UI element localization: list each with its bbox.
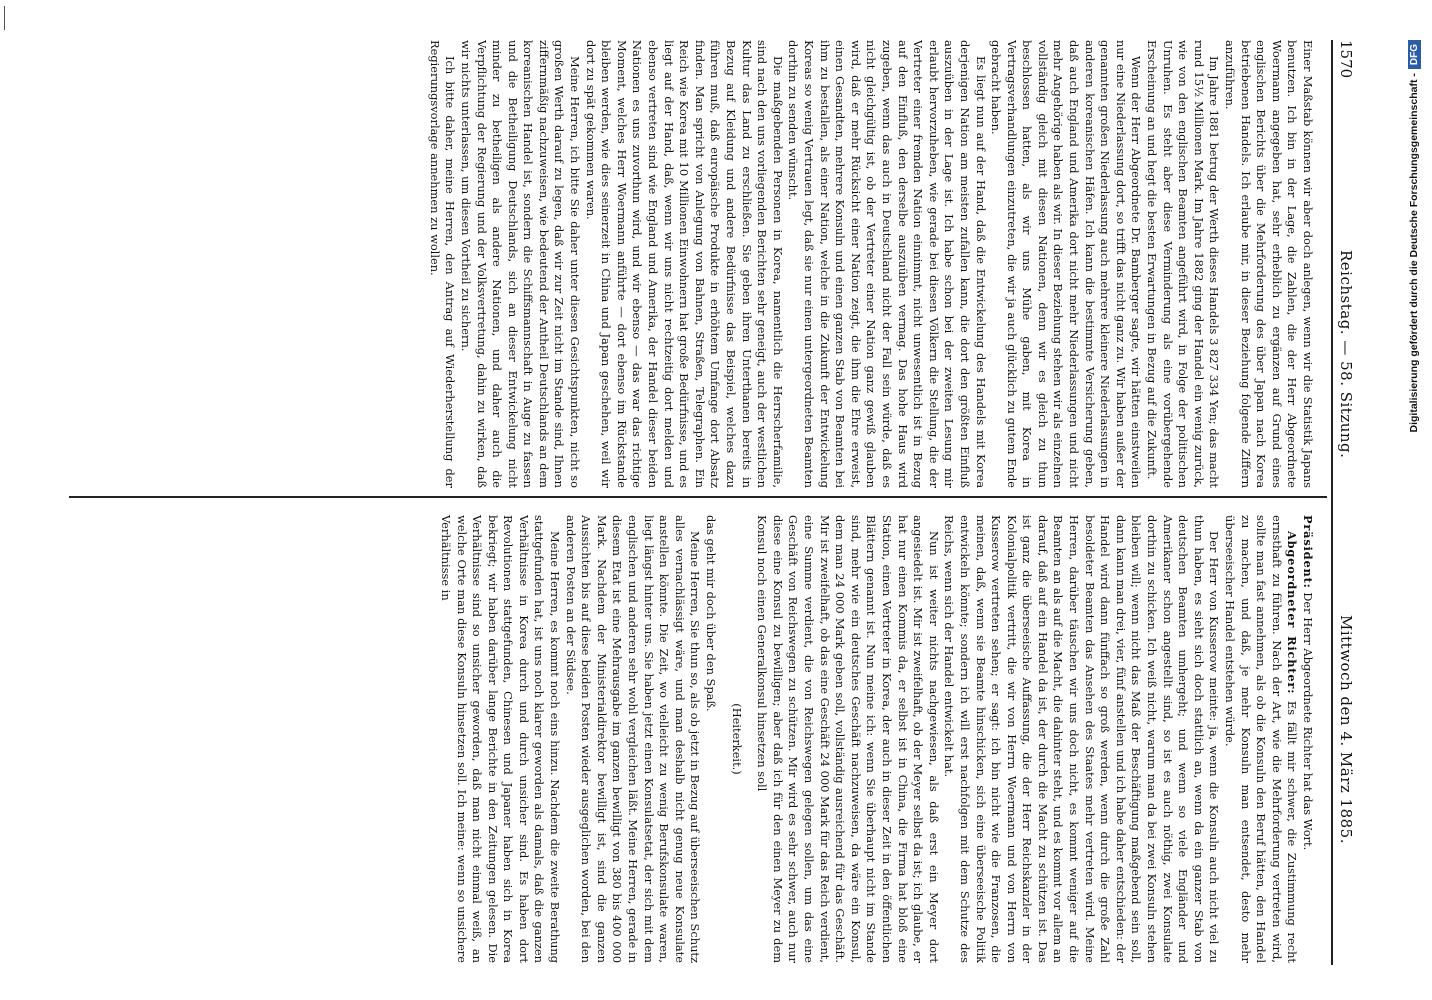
paragraph: Es fällt mir schwer, die Zustimmung recht ernsthaft zu führen. Nach der Art, wie die Mehrforderung vertreten wird, sollte man fast annehmen, als ob die Konsuln den Beruf hätten, den Handel zu machen, und daß, je mehr Konsuln man entsendet, desto mehr überseeischer Handel entstehen würde.: [1223, 515, 1300, 963]
paragraph: Einer Maßstab können wir aber doch anlegen, wenn wir die Statistik Japans benutzen. Ich bin in der Lage, die Zahlen, die der Herr Abgeordnete Woermann angegeben hat, sehr erheblich zu ergänzen auf Grund eines englischen Berichts über die Mehrforderung des über Japan nach Korea betriebenen Handels. Ich erlaube mir, in dieser Beziehung folgende Ziffern anzuführen.: [1223, 40, 1315, 488]
paragraph: Meine Herren, Sie thun so, als ob jetzt in Bezug auf überseeischen Schutz alles vernachlässigt wäre, und man deshalb nicht genug neue Konsulate anstellen könnte. Die Zeit, wo vielleicht zu wenig Berufskonsulate waren, liegt längst hinter uns. Sie haben jetzt einen Konsulatsetat, der sich mit dem englischen und anderen sehr wohl vergleichen läßt. Meine Herren, gerade in diesem Etat ist eine Mehrausgabe im ganzen bewilligt von 380 bis 400 000 Mark. Nachdem der Ministerialdirektor bewilligt ist, sind die ganzen Aussichten bis auf diese beiden Posten wieder ausgeglichen worden, bei den anderen Posten an der Südsee.: [563, 515, 703, 963]
paragraph: Wenn der Herr Abgeordnete Dr. Bamberger sagte, wir hätten einstweilen nur eine Niederlassung dort, so trifft das nicht ganz zu. Wir haben außer der genannten großen Niederlassung auch mehrere kleinere Niederlassungen in anderen koreanischen Häfen. Ich kann die bestimmte Versicherung geben, daß auch England und Amerika dort nicht mehr Niederlassungen und nicht mehr Angehörige haben als wir. In dieser Beziehung stehen wir als einzelnen vollständig gleich mit diesen Nationen, denn wir es gleich zu thun beschlossen hatten, als wir uns Mühe gaben, mit Korea in Vertragsverhandlungen einzutreten, die wir ja auch glücklich zu gutem Ende gebracht haben.: [989, 40, 1144, 488]
column-divider: [69, 496, 1327, 498]
paragraph: Im Jahre 1881 betrug der Werth dieses Handels 3 827 334 Yen; das macht rund 15½ Millionen Mark. Im Jahre 1882 ging der Handel ein wenig zurück, wie von den englischen Beamten angeführt wird, in Folge der politischen Unruhen. Es steht aber diese Verminderung als eine vorübergehende Erscheinung an und hegt die besten Erwartungen in Bezug auf die Zukunft.: [1145, 40, 1222, 488]
president-line: [1299, 515, 1315, 963]
president-label: Präsident:: [1301, 515, 1315, 589]
page-header: [1317, 40, 1377, 965]
paragraph: Meine Herren, ich bitte Sie daher unter diesen Gesichtspunkten, nicht so großen Werth darauf zu legen, daß wir zur Zeit nicht im Stande sind, Ihnen ziffernmäßig nachzuweisen, wie bedeutend der Antheil Deutschlands an dem koreanischen Handel ist, sondern die Schiffsmannschaft in Auge zu fassen und die Betheiligung Deutschlands, sich an dieser Entwickelung nicht minder zu betheiligen als andere Nationen, und daher auch die Verpflichtung der Regierung und der Volksvertretung, dahin zu wirken, daß wir nichts unterlassen, um diesen Vortheil zu sichern.: [458, 40, 583, 488]
president-text: Der Herr Abgeordnete Richter hat das Wort.: [1301, 592, 1315, 851]
paragraph: Meine Herren, es kommt noch eins hinzu. Nachdem die zweite Berathung stattgefunden hat, ist uns noch klarer geworden als damals, daß die ganzen Verhältnisse in Korea durch und durch unsicher sind. Es haben dort Revolutionen stattgefunden, Chinesen und Japaner haben sich in Korea bekriegt; wir haben darüber lange Berichte in den Zeitungen gelesen. Die Verhältnisse sind so unsicher geworden, daß man nicht einmal weiß, an welche Orte man diese Konsuln hinsetzen soll. Ich meine: wenn so unsichere Verhältnisse in: [438, 515, 563, 963]
paragraph: Nun ist weiter nichts nachgewiesen, als daß erst ein Meyer dort angesiedelt ist. Mir ist zweifelhaft, ob der Meyer selbst da ist; ich glaube, er hat nur einen Kommis da, er selbst ist in China, die Firma hat bloß eine Station, einen Vertreter in Korea, der auch in dieser Zeit in den öffentlichen Blättern genannt ist. Nun meine ich: wenn Sie überhaupt nicht im Stande sind, mehr wie ein deutsches Geschäft nachzuweisen, da wäre ein Konsul, dem man 24 000 Mark geben soll, vollständig ausreichend für das Geschäft. Mir ist zweifelhaft, ob das eine Geschäft 24 000 Mark für das Reich verdient, eine Summe verdient, die von Reichswegen gelegen sollen, um das eine Geschäft von Reichswegen zu schützen. Mir wird es sehr schwer, auch nur diese eine Konsul zu bewilligen; aber daß ich für den einen Meyer zu dem Konsul noch einen Generalkonsul hinsetzen soll: [755, 515, 941, 963]
page-number: 1570: [1337, 40, 1355, 79]
interjection: (Heiterkeit.): [729, 703, 744, 775]
left-column: [65, 40, 1315, 488]
credit-text: Digitalisierung gefördert durch die Deutsche Forschungsgemeinschaft -: [1408, 73, 1420, 433]
speaker-label: Abgeordneter Richter:: [1285, 531, 1300, 695]
paragraph: Ich bitte daher, meine Herren, den Antrag auf Wiederherstellung der Regierungsvorlage annehmen zu wollen.: [427, 40, 458, 488]
scan-edge-mark: [4, 6, 5, 30]
dfg-logo: DFG: [1408, 40, 1421, 69]
session-date: Mittwoch den 4. März 1885.: [1337, 615, 1355, 844]
paragraph: Die maßgebenden Personen in Korea, namentlich die Herrscherfamilie, sind nach den uns vorliegenden Berichten sehr geneigt, auch der westlichen Kultur das Land zu erschließen. Sie geben ihren Unterthanen bereits in Bezug auf Kleidung und andere Bedürfnisse das Beispiel, welches dazu führen muß, daß europäische Produkte in erhöhtem Umfange dort Absatz finden. Man spricht von Anlegung von Bahnen, Straßen, Telegraphen. Ein Reich wie Korea mit 10 Millionen Einwohnern hat große Bedürfnisse, und es liegt auf der Hand, daß, wenn wir uns nicht rechtzeitig dort melden und ebenso vertreten sind wie England und Amerika, der Handel dieser beiden Nationen es uns zuvorthun wird, und wir ebenso — das war das richtige Moment, welches Herr Woermann anführte — dort ebenso im Rückstande bleiben werden, wie dies seinerzeit in China und Japan geschehen, weil wir dort zu spät gekommen waren.: [583, 40, 785, 488]
header-rule: [1331, 40, 1333, 965]
paragraph: Der Herr von Kusserow meinte: ja, wenn die Konsuln auch nicht viel zu thun haben, es sieht sich doch stattlich an, wenn da ein ganzer Stab von deutschen Beamten umhergeht; und wenn so viele Engländer und Amerikaner schon angestellt sind, so ist es auch nöthig, zwei Konsulate dorthin zu schicken. Ich weiß nicht, warum man da bei zwei Konsuln stehen bleiben will; wenn nicht das Maß der Beschäftigung maßgebend sein soll, dann kann man drei, vier, fünf anstellen und ich habe daher entschieden: der Handel wird dann fünffach so groß werden, wenn durch die große Zahl besoldeter Beamten das Ansehen des Staates mehr vertreten wird. Meine Herren, darüber täuschen wir uns doch nicht, es kommt weniger auf die Beamten an als auf die Macht, die dahinter steht, und es kommt vor allem an darauf, daß auf ein Handel da ist, der durch die Macht zu schützen ist. Das ist ganz die überseeische Auffassung, die der Herr Reichskanzler in der Kolonialpolitik vertritt, die wir von Herrn Woermann und von Herrn von Kusserow vertreten sehen; er sagt: ich bin nicht wie die Franzosen, die meinen, daß, wenn sie Beamte hinschicken, sich eine überseeische Politik entwickeln könnte; sondern ich will erst nachfolgen mit dem Schutze des Reichs, wenn sich der Handel entwickelt hat.: [942, 515, 1222, 963]
paragraph: Es liegt nun auf der Hand, daß die Entwickelung des Handels mit Korea derjenigen Nation am meisten zufallen kann, die dort den größten Einfluß auszuüben in der Lage ist. Ich habe schon bei der zweiten Lesung mir erlaubt hervorzuheben, wie gerade bei diesen Völkern die Stellung, die der Vertreter einer fremden Nation einnimmt, nicht unwesentlich ist in Bezug auf den Einfluß, den derselbe auszuüben vermag. Das hohe Haus wird zugeben, wenn das auch in Deutschland nicht der Fall sein würde, daß es nicht gleichgültig ist, ob der Vertreter einer Nation ganz gewiß glauben wird, daß er mehr Rücksicht einer Nation zeigt, die ihm die Ehre erweist, einen Gesandten, mehrere Konsuln und einen ganzen Stab von Beamten bei ihm zu bestallen, als einer Nation, welche in die Zukunft der Entwickelung Koreas so wenig Vertrauen legt, daß sie nur einen untergeordneten Beamten dorthin zu senden wünscht.: [786, 40, 988, 488]
digitization-credit: [1402, 40, 1426, 970]
speech-opening: [1221, 515, 1299, 963]
right-column: [65, 515, 1315, 963]
paragraph: das geht mir doch über den Spaß.: [704, 515, 719, 712]
session-title: Reichstag. — 58. Sitzung.: [1337, 250, 1355, 459]
